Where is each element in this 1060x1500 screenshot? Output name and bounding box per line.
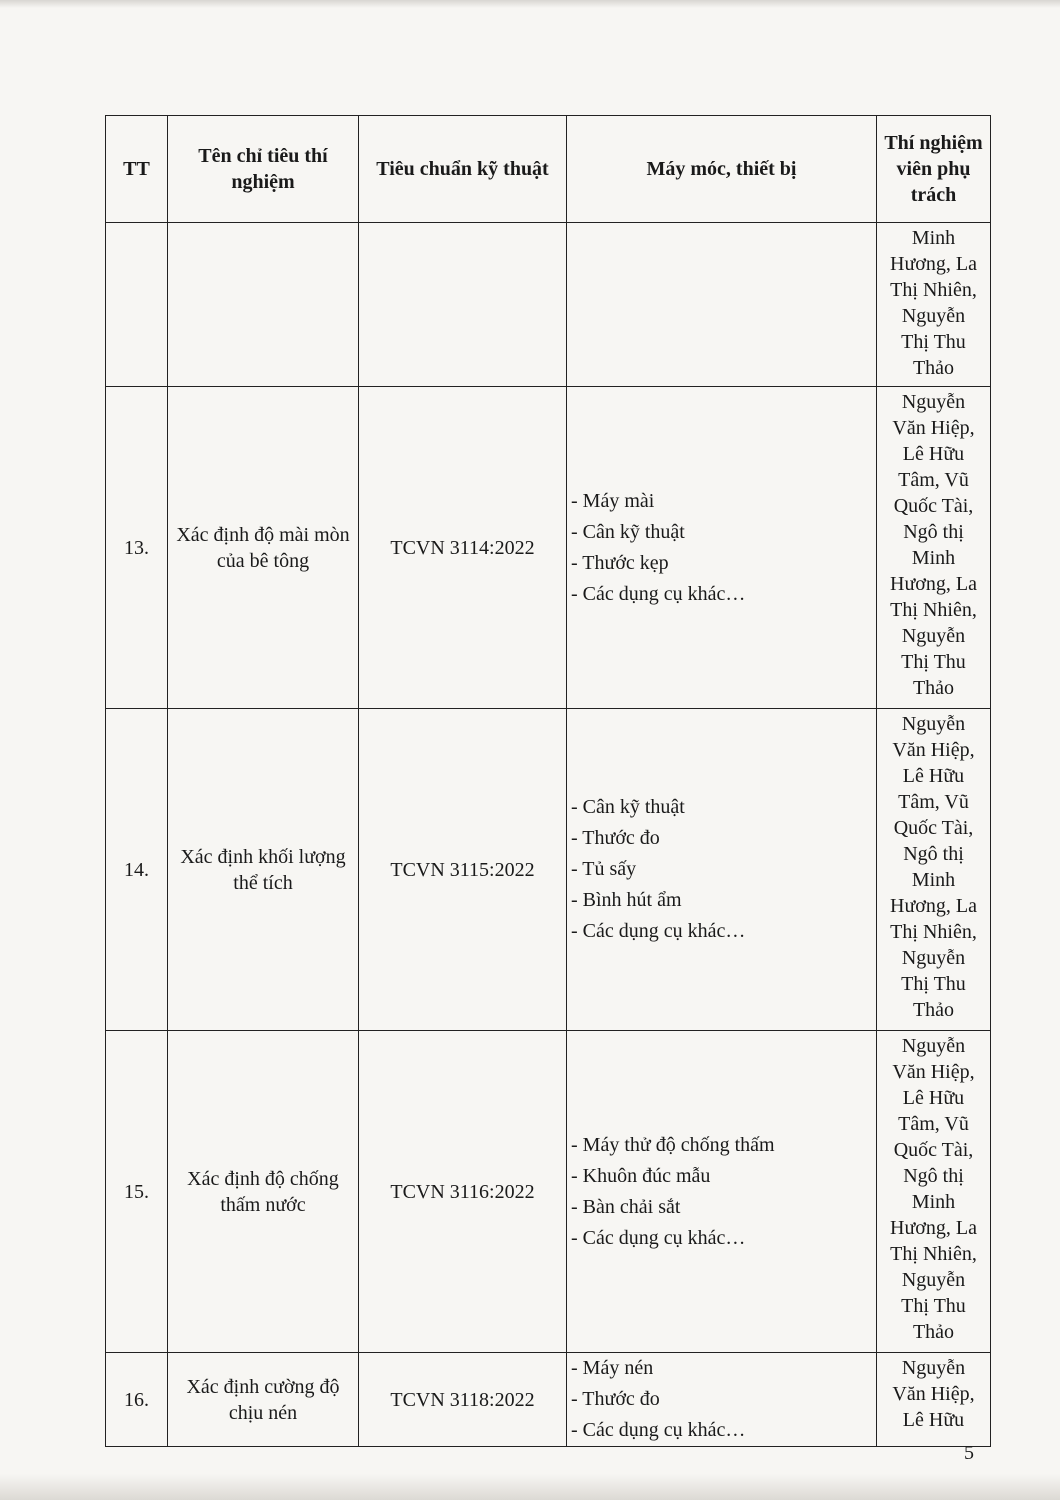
responsible-staff [877, 223, 991, 387]
test-name: Xác định cường độ chịu nén [168, 1353, 359, 1447]
staff-name-line: Nguyễn [901, 947, 966, 969]
staff-name-line: Hương, La [890, 253, 977, 275]
header-standard: Tiêu chuẩn kỹ thuật [359, 116, 567, 223]
table-header-row [106, 116, 991, 223]
staff-name-line: Minh [911, 547, 956, 569]
row-number [106, 223, 168, 387]
staff-name-line: Văn Hiệp, [892, 739, 975, 761]
staff-name-line: Quốc Tài, [893, 495, 974, 517]
equipment-item: - Các dụng cụ khác… [571, 582, 746, 605]
test-name [168, 223, 359, 387]
equipment-item: - Các dụng cụ khác… [571, 920, 746, 942]
equipment-list [567, 223, 877, 387]
staff-name-line: Nguyễn [901, 1269, 966, 1291]
staff-name-line: Nguyễn [901, 1035, 966, 1057]
staff-name-line: Minh [911, 227, 956, 249]
staff-name-line: Lê Hữu [902, 1087, 965, 1109]
equipment-item: - Tủ sấy [571, 858, 637, 880]
staff-name-line: Nguyễn [901, 391, 966, 413]
equipment-list [567, 387, 877, 709]
staff-name-line: Thảo [912, 677, 955, 699]
table-row [106, 1353, 991, 1447]
staff-name-line: Ngô thị [903, 843, 964, 865]
staff-name-line: Văn Hiệp, [892, 417, 975, 439]
responsible-staff [877, 1031, 991, 1353]
technical-standard: TCVN 3114:2022 [359, 387, 567, 709]
technical-standard: TCVN 3115:2022 [359, 709, 567, 1031]
staff-name-line: Quốc Tài, [893, 817, 974, 839]
row-number: 14. [106, 709, 168, 1031]
staff-name-line: Thị Nhiên, [890, 599, 977, 621]
header-tt: TT [106, 116, 168, 223]
staff-name-line: Thị Nhiên, [890, 279, 977, 301]
staff-name-line: Minh [911, 869, 956, 891]
equipment-item: - Cân kỹ thuật [571, 520, 685, 543]
scan-top-edge [0, 0, 1060, 8]
equipment-item: - Các dụng cụ khác… [571, 1226, 746, 1249]
table-row [106, 709, 991, 1031]
test-name: Xác định khối lượng thể tích [168, 709, 359, 1031]
responsible-staff [877, 387, 991, 709]
staff-name-line: Thị Nhiên, [890, 921, 977, 943]
equipment-list [567, 1353, 877, 1447]
staff-name-line: Thảo [912, 999, 955, 1021]
responsible-staff [877, 1353, 991, 1447]
technical-standard: TCVN 3118:2022 [359, 1353, 567, 1447]
header-equipment: Máy móc, thiết bị [567, 116, 877, 223]
staff-name-line: Thị Thu [901, 1295, 966, 1317]
staff-name-line: Thảo [912, 1321, 955, 1343]
equipment-item: - Các dụng cụ khác… [571, 1419, 746, 1441]
table-row [106, 223, 991, 387]
staff-name-line: Thảo [912, 357, 955, 379]
staff-name-line: Hương, La [890, 895, 977, 917]
scan-bottom-edge [0, 1474, 1060, 1500]
staff-name-line: Quốc Tài, [893, 1139, 974, 1161]
staff-name-line: Lê Hữu [902, 1409, 965, 1431]
test-criteria-table [105, 115, 991, 1447]
row-number: 15. [106, 1031, 168, 1353]
staff-name-line: Nguyễn [901, 625, 966, 647]
equipment-item: - Thước đo [571, 827, 660, 849]
header-test-name: Tên chỉ tiêu thí nghiệm [168, 116, 359, 223]
staff-name-line: Nguyễn [901, 1357, 966, 1379]
equipment-item: - Bàn chải sắt [571, 1195, 681, 1218]
equipment-item: - Máy nén [571, 1357, 654, 1379]
staff-name-line: Hương, La [890, 1217, 977, 1239]
responsible-staff [877, 709, 991, 1031]
technical-standard: TCVN 3116:2022 [359, 1031, 567, 1353]
staff-name-line: Tâm, Vũ [898, 469, 969, 491]
equipment-item: - Thước kẹp [571, 551, 669, 574]
equipment-item: - Máy thử độ chống thấm [571, 1133, 775, 1156]
page-number: 5 [964, 1442, 974, 1464]
staff-name-line: Ngô thị [903, 521, 964, 543]
staff-name-line: Thị Thu [901, 973, 966, 995]
staff-name-line: Văn Hiệp, [892, 1383, 975, 1405]
equipment-list [567, 1031, 877, 1353]
staff-name-line: Thị Nhiên, [890, 1243, 977, 1265]
staff-name-line: Văn Hiệp, [892, 1061, 975, 1083]
technical-standard [359, 223, 567, 387]
staff-name-line: Tâm, Vũ [898, 1113, 969, 1135]
staff-name-line: Lê Hữu [902, 765, 965, 787]
equipment-item: - Máy mài [571, 489, 655, 512]
equipment-item: - Bình hút ẩm [571, 889, 682, 911]
staff-name-line: Ngô thị [903, 1165, 964, 1187]
staff-name-line: Lê Hữu [902, 443, 965, 465]
staff-name-line: Nguyễn [901, 305, 966, 327]
staff-name-line: Tâm, Vũ [898, 791, 969, 813]
staff-name-line: Hương, La [890, 573, 977, 595]
staff-name-line: Nguyễn [901, 713, 966, 735]
row-number: 13. [106, 387, 168, 709]
table-row [106, 1031, 991, 1353]
staff-name-line: Thị Thu [901, 331, 966, 353]
row-number: 16. [106, 1353, 168, 1447]
staff-name-line: Minh [911, 1191, 956, 1213]
test-name: Xác định độ mài mòn của bê tông [168, 387, 359, 709]
equipment-item: - Khuôn đúc mẫu [571, 1164, 711, 1187]
staff-name-line: Thị Thu [901, 651, 966, 673]
equipment-item: - Cân kỹ thuật [571, 796, 685, 818]
table-row [106, 387, 991, 709]
header-staff: Thí nghiệm viên phụ trách [877, 116, 991, 223]
test-name: Xác định độ chống thấm nước [168, 1031, 359, 1353]
equipment-item: - Thước đo [571, 1388, 660, 1410]
equipment-list [567, 709, 877, 1031]
